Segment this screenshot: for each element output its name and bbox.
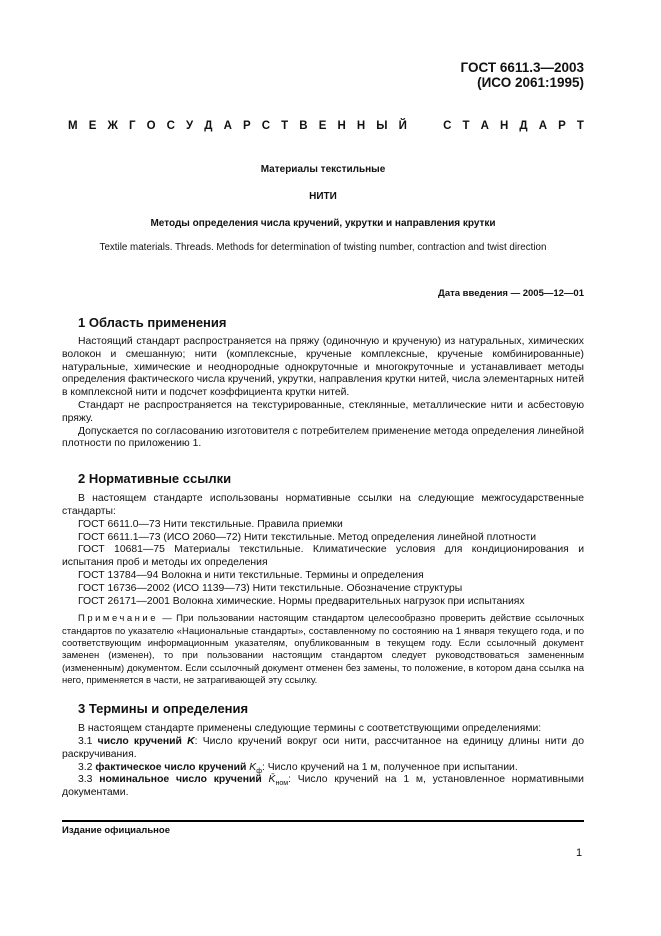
section-3-body: [62, 723, 584, 800]
iso-code: (ИСО 2061:1995): [477, 75, 584, 90]
section-1-heading: 1 Область применения: [78, 315, 227, 330]
banner-letter: Ы: [376, 120, 388, 132]
banner-letter: Е: [88, 120, 97, 132]
official-edition: Издание официальное: [62, 825, 170, 836]
banner-letter: А: [480, 120, 489, 132]
reference: ГОСТ 6611.1—73 (ИСО 2060—72) Нити текстильные. Метод определения линейной плотности: [78, 531, 537, 543]
section-2-heading: 2 Нормативные ссылки: [78, 471, 232, 487]
banner-letter: А: [223, 120, 232, 132]
banner-letter: С: [261, 120, 271, 132]
reference: ГОСТ 13784—94 Волокна и нити текстильные. Термины и определения: [78, 569, 424, 581]
banner-letter: А: [538, 120, 548, 132]
note: [62, 613, 584, 687]
banner-letter: Е: [318, 120, 327, 132]
effective-date: Дата введения — 2005—12—01: [438, 288, 584, 299]
banner-letter: В: [299, 120, 308, 132]
banner-letter: Н: [337, 120, 346, 132]
reference: ГОСТ 16736—2002 (ИСО 1139—73) Нити текстильные. Обозначение структуры: [78, 582, 463, 594]
banner-letter: Т: [462, 120, 470, 132]
note-label: Примечание: [78, 613, 158, 625]
page-number: 1: [576, 847, 583, 859]
banner-letter: Р: [242, 120, 251, 132]
term-3-3: 3.3 номинальное число кручений $K̄_{ном}$: Число кручений на 1 м, установленное нормативными документами.: [62, 774, 584, 799]
paragraph: В настоящем стандарте использованы нормативные ссылки на следующие межгосударственные стандарты:: [62, 493, 584, 517]
banner-letter: Д: [519, 120, 528, 132]
footer-rule: [62, 820, 584, 822]
paragraph: Настоящий стандарт распространяется на пряжу (одиночную и крученую) из натуральных, химических волокон и смешанную; нити (комплексные, крученые комплексные, крученые комбинированные) натуральные, химические и неоднородные однокруточные и многокруточные и устанавливает методы определения фактического числа кручений, укрутки, направления крутки нитей, числа элементарных нитей в комплексной нити и подсчет коэффициента крутки нитей.: [62, 336, 584, 399]
banner-letter: Т: [576, 120, 584, 132]
document-code: [461, 60, 584, 90]
banner-letter: М: [68, 120, 78, 132]
term-3-1: 3.1 число кручений K: Число кручений вокруг оси нити, рассчитанное на единицу длины нити до раскручивания.: [62, 735, 584, 760]
title-line-2: НИТИ: [309, 191, 337, 202]
banner-letter: Ж: [107, 120, 118, 132]
term-3-2: 3.2 фактическое число кручений $K_ф$: Число кручений на 1 м, полученное при испытании.: [78, 761, 518, 775]
section-1-body: [62, 336, 584, 451]
banner: [68, 120, 584, 132]
banner-letter: С: [166, 120, 175, 132]
banner-letter: Д: [204, 120, 213, 132]
banner-letter: Р: [558, 120, 566, 132]
document-body: [62, 315, 584, 800]
title-line-1: Материалы текстильные: [260, 164, 386, 175]
paragraph: Стандарт не распространяется на текстурированные, стеклянные, металлические нити и асбестовую пряжу.: [62, 399, 584, 424]
banner-letter: Й: [398, 120, 407, 132]
banner-letter: О: [146, 120, 156, 132]
title-line-3: Методы определения числа кручений, укрутки и направления крутки: [150, 218, 496, 229]
banner-letter: Г: [128, 120, 136, 132]
gost-code: ГОСТ 6611.3—2003: [460, 60, 584, 75]
banner-letter: Т: [281, 120, 289, 132]
reference: ГОСТ 10681—75 Материалы текстильные. Климатические условия для кондиционирования и испытания проб и методы их определения: [62, 544, 584, 569]
english-title: Textile materials. Threads. Methods for determination of twisting number, contraction and twist direction: [99, 242, 547, 253]
reference: ГОСТ 6611.0—73 Нити текстильные. Правила приемки: [78, 518, 343, 530]
banner-letter: У: [186, 120, 194, 132]
banner-letter: Н: [356, 120, 366, 132]
banner-word-gap: [418, 120, 432, 132]
paragraph: Допускается по согласованию изготовителя с потребителем применение метода определения линейной плотности по приложению 1.: [62, 425, 584, 450]
banner-letter: С: [443, 120, 452, 132]
section-3-heading: 3 Термины и определения: [78, 701, 249, 717]
reference: ГОСТ 26171—2001 Волокна химические. Нормы предварительных нагрузок при испытаниях: [78, 595, 525, 607]
banner-letter: Н: [500, 120, 509, 132]
note-text: — При пользовании настоящим стандартом целесообразно проверить действие ссылочных стандартов по указателю «Национальные стандарты», составленному по состоянию на 1 января текущего года, и по соответствующим информационным указателям, опубликованным в текущем году. Если ссылочный документ заменен (изменен), то при пользовании настоящим стандартом следует руководствоваться замененным (измененным) документом. Если ссылочный документ отменен без замены, то положение, в котором дана ссылка на него, применяется в части, не затрагивающей эту ссылку.: [62, 613, 584, 686]
section-2-body: [62, 493, 584, 687]
paragraph: В настоящем стандарте применены следующие термины с соответствующими определениями:: [78, 723, 542, 735]
